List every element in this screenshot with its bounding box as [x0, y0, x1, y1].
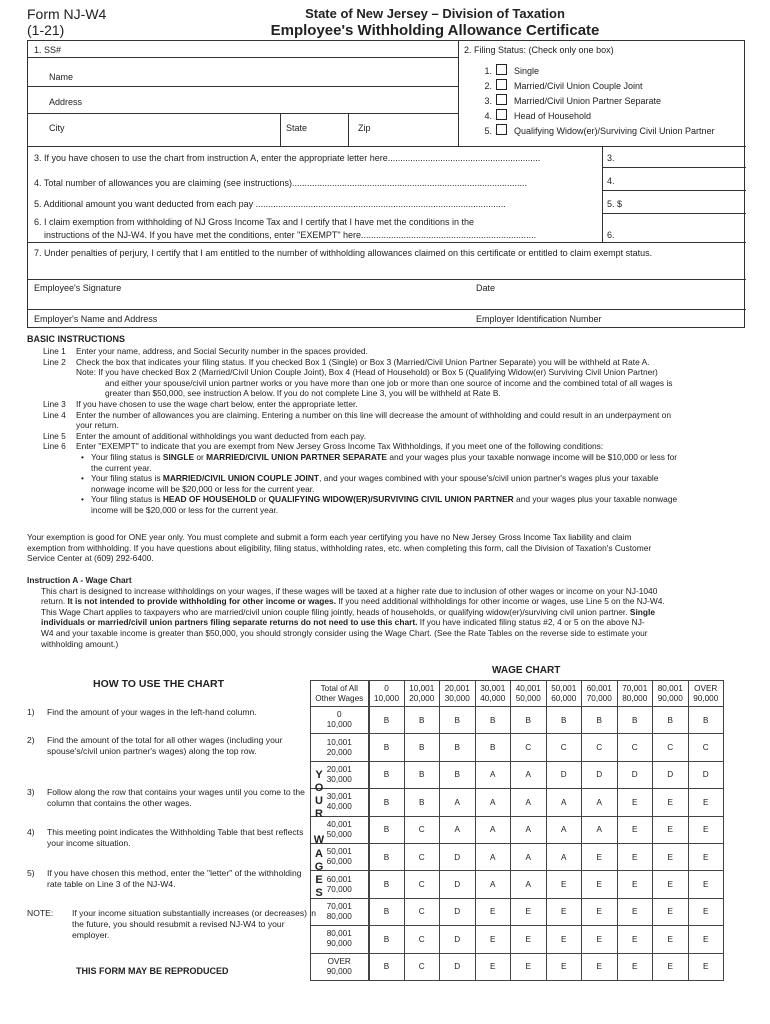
rate-cell: C [582, 734, 618, 761]
filing-option-number: 1. [484, 66, 492, 76]
rate-cell: B [404, 707, 440, 734]
side-label-letter: R [315, 808, 323, 821]
instruction-text: Enter your name, address, and Social Security number in the spaces provided. [76, 346, 368, 356]
rate-cell: E [688, 816, 724, 843]
rate-cell: E [653, 816, 689, 843]
rate-cell: A [475, 789, 511, 816]
instruction-text: Enter the amount of additional withholdings you want deducted from each pay. [76, 430, 366, 441]
rate-cell: B [369, 734, 405, 761]
rate-cell: B [369, 843, 405, 870]
side-label-letter: A [315, 847, 323, 860]
filing-status-checkbox-married-separate[interactable] [496, 94, 507, 105]
rate-cell: C [511, 734, 547, 761]
row-header: 30,001 40,000 [311, 789, 369, 816]
rate-cell: E [617, 953, 653, 980]
side-label-letter: U [315, 795, 323, 808]
table-row [311, 898, 724, 925]
line6-input[interactable]: 6. [607, 230, 615, 240]
row-header: 80,001 90,000 [311, 926, 369, 953]
rate-cell: E [688, 843, 724, 870]
rate-cell: D [440, 953, 476, 980]
rate-cell: B [440, 734, 476, 761]
rate-cell: E [546, 926, 582, 953]
exempt-condition-cont: income will be $20,000 or less for the current year. [91, 504, 279, 515]
row-header: 20,001 30,000 [311, 761, 369, 788]
filing-option-number: 4. [484, 111, 492, 121]
rate-cell: B [369, 926, 405, 953]
rate-cell: B [440, 761, 476, 788]
exempt-condition: Your filing status is MARRIED/CIVIL UNION COUPLE JOINT, and your wages combined with your spouse's/civil union partner's wages plus your taxable [91, 473, 659, 484]
line5-text: 5. Additional amount you want deducted from each pay .................................................................................................... [34, 199, 506, 209]
rate-cell: D [546, 761, 582, 788]
filing-option-label: Qualifying Widow(er)/Surviving Civil Union Partner [514, 126, 715, 136]
instruction-a-text: W4 and your taxable income is greater than $50,000, you should strongly consider using the Wage Chart. (See the Rate Tables on the reverse side to estimate your [41, 627, 648, 638]
exempt-condition-cont: the current year. [91, 462, 152, 473]
side-label-letter: Y [315, 769, 323, 781]
instruction-a-text: withholding amount.) [41, 638, 119, 649]
instruction-a-text: individuals or married/civil union partners filing separate returns do not need to use this chart. If you have indicated filing status #2, 4 or 5 on the above NJ- [41, 617, 645, 628]
side-label-letter: S [315, 886, 323, 899]
corner-header: Total of All Other Wages [311, 681, 369, 707]
rate-cell: E [617, 898, 653, 925]
table-row [311, 926, 724, 953]
side-label-letter: O [314, 782, 324, 795]
rate-cell: A [511, 761, 547, 788]
rate-cell: E [475, 953, 511, 980]
line4-text: 4. Total number of allowances you are claiming (see instructions).............................................................................................. [34, 178, 528, 188]
rate-cell: C [653, 734, 689, 761]
rate-cell: E [617, 816, 653, 843]
how-to-note: NOTE: If your income situation substantially increases (or decreases) in the future, you should resubmit a revised NJ-W4 to your employer. [27, 908, 317, 940]
rate-cell: D [582, 761, 618, 788]
line6-text-cont: instructions of the NJ-W4. If you have met the conditions, enter "EXEMPT" here...................................................................... [44, 230, 537, 240]
column-header: 80,001 90,000 [653, 681, 689, 707]
rate-cell: B [617, 707, 653, 734]
filing-option-label: Married/Civil Union Partner Separate [514, 96, 662, 106]
table-row [311, 707, 724, 734]
filing-status-checkbox-head-of-household[interactable] [496, 109, 507, 120]
rate-cell: A [475, 843, 511, 870]
table-row [311, 871, 724, 898]
rate-cell: E [546, 953, 582, 980]
rate-cell: B [369, 789, 405, 816]
table-row [311, 734, 724, 761]
rate-cell: E [653, 926, 689, 953]
rate-cell: A [546, 816, 582, 843]
column-header: 60,001 70,000 [582, 681, 618, 707]
rate-cell: B [404, 761, 440, 788]
date-label: Date [476, 283, 496, 293]
how-to-title: HOW TO USE THE CHART [93, 678, 225, 690]
table-row [311, 843, 724, 870]
rate-cell: E [475, 926, 511, 953]
rate-cell: E [688, 953, 724, 980]
rate-cell: E [582, 843, 618, 870]
rate-cell: C [404, 953, 440, 980]
rate-cell: C [688, 734, 724, 761]
row-header: 70,001 80,000 [311, 898, 369, 925]
rate-cell: E [546, 871, 582, 898]
rate-cell: E [617, 843, 653, 870]
filing-option-number: 3. [484, 96, 492, 106]
rate-cell: B [440, 707, 476, 734]
row-header: OVER 90,000 [311, 953, 369, 980]
column-header: 50,001 60,000 [546, 681, 582, 707]
row-header: 0 10,000 [311, 707, 369, 734]
line5-input[interactable]: 5. $ [607, 199, 623, 209]
rate-cell: B [511, 707, 547, 734]
line-tag: Line 1 [43, 346, 66, 356]
how-to-step: 2) Find the amount of the total for all other wages (including your spouse's/civil union partner's wages) along the top row. [27, 735, 283, 756]
rate-cell: A [511, 843, 547, 870]
rate-cell: C [404, 843, 440, 870]
employer-label: Employer's Name and Address [34, 314, 158, 324]
exempt-condition: Your filing status is SINGLE or MARRIED/CIVIL UNION PARTNER SEPARATE and your wages plus your taxable nonwage income will be $10,000 or less for [91, 451, 678, 462]
reproduce-notice: THIS FORM MAY BE REPRODUCED [76, 966, 229, 976]
page-title: Employee's Withholding Allowance Certificate [270, 22, 600, 39]
line7-text: 7. Under penalties of perjury, I certify that I am entitled to the number of withholding allowances claimed on this certificate or entitled to claim exempt status. [34, 248, 653, 258]
rate-cell: A [440, 816, 476, 843]
rate-cell: E [511, 953, 547, 980]
rate-cell: C [404, 898, 440, 925]
line-tag: Line 5 [43, 430, 66, 441]
rate-cell: E [617, 871, 653, 898]
basic-instructions [27, 334, 747, 345]
column-header: 0 10,000 [369, 681, 405, 707]
how-to-step: 4) This meeting point indicates the Withholding Table that best reflects your income situation. [27, 827, 304, 848]
rate-cell: E [546, 898, 582, 925]
line3-input[interactable]: 3. [607, 153, 615, 163]
rate-cell: B [475, 734, 511, 761]
filing-option-label: Married/Civil Union Couple Joint [514, 81, 643, 91]
rate-cell: A [475, 761, 511, 788]
rate-cell: D [440, 926, 476, 953]
filing-status-checkbox-qualifying-widow[interactable] [496, 124, 507, 135]
exemption-text: Your exemption is good for ONE year only. You must complete and submit a form each year certifying you have no New Jersey Gross Income Tax liability and claim [27, 532, 632, 542]
filing-option-label: Head of Household [514, 111, 592, 121]
table-row [311, 789, 724, 816]
ssn-label: 1. SS# [34, 45, 62, 55]
rate-cell: B [653, 707, 689, 734]
how-to-step: 1) Find the amount of your wages in the left-hand column. [27, 707, 257, 717]
rate-cell: D [688, 761, 724, 788]
rate-cell: B [369, 953, 405, 980]
rate-cell: E [582, 871, 618, 898]
rate-cell: C [404, 926, 440, 953]
wage-chart-table [310, 680, 724, 981]
rate-cell: A [582, 789, 618, 816]
rate-cell: D [617, 761, 653, 788]
rate-cell: E [617, 926, 653, 953]
rate-cell: B [688, 707, 724, 734]
rate-cell: D [440, 898, 476, 925]
rate-cell: B [369, 761, 405, 788]
instruction-text: Enter the number of allowances you are claiming. Entering a number on this line will decrease the amount of withholding and could result in an underpayment on [76, 409, 671, 420]
column-header: 30,001 40,000 [475, 681, 511, 707]
instruction-a-text: This chart is designed to increase withholdings on your wages, if these wages will be taxed at a higher rate due to inclusion of other wages or income on your NJ-1040 [41, 585, 658, 596]
your-wages-side-label [313, 769, 325, 900]
filing-option-number: 2. [484, 81, 492, 91]
rate-cell: B [369, 898, 405, 925]
wage-chart-header-row [311, 681, 724, 707]
filing-status-checkbox-married-joint[interactable] [496, 79, 507, 90]
certificate-form [27, 40, 745, 328]
side-label-letter: E [315, 873, 323, 886]
rate-cell: D [440, 843, 476, 870]
address-label: Address [49, 97, 83, 107]
line4-input[interactable]: 4. [607, 176, 615, 186]
row-header: 50,001 60,000 [311, 843, 369, 870]
rate-cell: A [475, 871, 511, 898]
rate-cell: B [369, 707, 405, 734]
table-row [311, 761, 724, 788]
rate-cell: B [369, 871, 405, 898]
line-tag: Line 6 [43, 441, 66, 452]
line-tag: Line 2 [43, 356, 66, 367]
row-header: 60,001 70,000 [311, 871, 369, 898]
rate-cell: E [653, 843, 689, 870]
side-label-letter: G [314, 860, 324, 873]
rate-cell: A [475, 816, 511, 843]
table-row [311, 953, 724, 980]
rate-cell: B [369, 816, 405, 843]
rate-cell: C [617, 734, 653, 761]
rate-cell: E [688, 926, 724, 953]
filing-status-label: 2. Filing Status: (Check only one box) [464, 45, 614, 55]
rate-cell: A [582, 816, 618, 843]
rate-cell: E [582, 898, 618, 925]
rate-cell: A [511, 789, 547, 816]
wage-chart-title: WAGE CHART [492, 665, 561, 676]
rate-cell: E [653, 898, 689, 925]
instruction-lines: Line 1 Enter your name, address, and Social Security number in the spaces provided. Line 2 Check the box that indicates your filing status. If you checked Box 1 (Single) or Box 3 (Married/Civil Union Partner Separate) you will be withheld at Rate A. Note: If you have checked Box 2 (Married/Civil Union Couple Joint), Box 4 (Head of Household) or Box 5 (Qualifying Widow(er) Surviving Civil Union Partner) and either your spouse/civil union partner works or you have more than one job or more than one source of income and the combined total of all wages is greater than $50,000, see instruction A below. If you do not complete Line 3, you will be withheld at Rate B. Line 3 If you have chosen to use the wage chart below, enter the appropriate letter. Line 4 Enter the number of allowances you are claiming. Entering a number on this line will decrease the amount of withholding and could result in an underpayment on your return. Line 5 Enter the amount of additional withholdings you want deducted from each pay. Line 6 Enter "EXEMPT" to indicate that you are exempt from New Jersey Gross Income Tax Withholdings, if you meet one of the following conditions: • Your filing status is SINGLE or MARRIED/CIVIL UNION PARTNER SEPARATE and your wages plus your taxable nonwage income will be $10,000 or less for the current year. • Your filing status is MARRIED/CIVIL UNION COUPLE JOINT, and your wages combined with your spouse's/civil union partner's wages plus your taxable nonwage income will be $20,000 or less for the current year. • Your filing status is HEAD OF HOUSEHOLD or QUALIFYING WIDOW(ER)/SURVIVING CIVIL UNION PARTNER and your wages plus your taxable nonwage income will be $20,000 or less for the current year. [43, 346, 678, 515]
signature-label: Employee's Signature [34, 283, 122, 293]
line6-text: 6. I claim exemption from withholding of NJ Gross Income Tax and I certify that I have met the conditions in the [34, 217, 475, 227]
rate-cell: E [582, 926, 618, 953]
column-header: 70,001 80,000 [617, 681, 653, 707]
rate-cell: C [404, 816, 440, 843]
side-label-letter [313, 821, 325, 834]
row-header: 40,001 50,000 [311, 816, 369, 843]
agency-title: State of New Jersey – Division of Taxation [305, 6, 565, 21]
rate-cell: B [404, 734, 440, 761]
instruction-a-heading: Instruction A - Wage Chart [27, 575, 132, 585]
instruction-text: Enter "EXEMPT" to indicate that you are exempt from New Jersey Gross Income Tax Withholdings, if you meet one of the following conditions: [76, 441, 604, 452]
state-label: State [286, 123, 308, 133]
rate-cell: E [688, 871, 724, 898]
rate-cell: D [653, 761, 689, 788]
rate-cell: A [511, 871, 547, 898]
filing-option-label: Single [514, 66, 540, 76]
instruction-a-text: This Wage Chart applies to taxpayers who are married/civil union couple filing jointly, heads of households, or qualifying widow(er)/surviving civil union partner. Single [41, 606, 656, 617]
rate-cell: D [440, 871, 476, 898]
rate-cell: E [617, 789, 653, 816]
rate-cell: A [440, 789, 476, 816]
column-header: 10,001 20,000 [404, 681, 440, 707]
rate-cell: E [511, 898, 547, 925]
name-label: Name [49, 72, 74, 82]
exemption-text: exemption from withholding. If you have questions about eligibility, filing status, withholding rates, etc. when completing this form, call the Division of Taxation's Customer [27, 542, 652, 553]
rate-cell: A [546, 789, 582, 816]
line-tag: Line 4 [43, 409, 66, 420]
rate-cell: E [653, 953, 689, 980]
rate-cell: B [475, 707, 511, 734]
how-to-step: 5) If you have chosen this method, enter the "letter" of the withholding rate table on Line 3 of the NJ-W4. [27, 868, 302, 889]
how-to-step: 3) Follow along the row that contains your wages until you come to the column that contains the other wages. [27, 787, 305, 808]
side-label-letter: W [313, 834, 325, 847]
rate-cell: A [511, 816, 547, 843]
rate-cell: E [475, 898, 511, 925]
rate-cell: C [546, 734, 582, 761]
rate-cell: E [653, 871, 689, 898]
instruction-text: If you have chosen to use the wage chart below, enter the appropriate letter. [76, 398, 358, 409]
form-id: Form NJ-W4 [27, 6, 107, 22]
exemption-text: Service Center at (609) 292-6400. [27, 553, 154, 564]
rate-cell: E [688, 898, 724, 925]
column-header: 40,001 50,000 [511, 681, 547, 707]
column-header: OVER 90,000 [688, 681, 724, 707]
instructions-heading: BASIC INSTRUCTIONS [27, 334, 126, 344]
table-row [311, 816, 724, 843]
rate-cell: E [582, 953, 618, 980]
note-text: greater than $50,000, see instruction A below. If you do not complete Line 3, you will be withheld at Rate B. [105, 388, 501, 399]
line3-text: 3. If you have chosen to use the chart from instruction A, enter the appropriate letter here............................................................. [34, 153, 541, 163]
rate-cell: E [511, 926, 547, 953]
form-revision-date: (1-21) [27, 22, 65, 38]
note-text: Note: If you have checked Box 2 (Married/Civil Union Couple Joint), Box 4 (Head of Household) or Box 5 (Qualifying Widow(er) Surviving Civil Union Partner) [76, 367, 658, 378]
column-header: 20,001 30,000 [440, 681, 476, 707]
exempt-condition-cont: nonwage income will be $20,000 or less for the current year. [91, 483, 315, 494]
line-tag: Line 3 [43, 398, 66, 409]
instruction-text: your return. [76, 420, 119, 431]
rate-cell: E [688, 789, 724, 816]
rate-cell: B [404, 789, 440, 816]
row-header: 10,001 20,000 [311, 734, 369, 761]
rate-cell: A [546, 843, 582, 870]
instruction-text: Check the box that indicates your filing status. If you checked Box 1 (Single) or Box 3 (Married/Civil Union Partner Separate) you will be withheld at Rate A. [76, 356, 650, 367]
filing-option-number: 5. [484, 126, 492, 136]
exempt-condition: Your filing status is HEAD OF HOUSEHOLD or QUALIFYING WIDOW(ER)/SURVIVING CIVIL UNION PARTNER and your wages plus your taxable nonwage [91, 494, 678, 505]
rate-cell: C [404, 871, 440, 898]
city-label: City [49, 123, 65, 133]
exemption-paragraph [27, 532, 752, 564]
instruction-a [27, 575, 752, 649]
zip-label: Zip [358, 123, 371, 133]
rate-cell: E [653, 789, 689, 816]
note-text: and either your spouse/civil union partner works or you have more than one job or more than one source of income and the combined total of all wages is [105, 377, 673, 388]
rate-cell: B [582, 707, 618, 734]
filing-status-checkbox-single[interactable] [496, 64, 507, 75]
instruction-a-text: return. It is not intended to provide withholding for other income or wages. If you need additional withholdings for other income or wages, use Line 5 on the NJ-W4. [41, 596, 665, 607]
rate-cell: B [546, 707, 582, 734]
ein-label: Employer Identification Number [476, 314, 602, 324]
